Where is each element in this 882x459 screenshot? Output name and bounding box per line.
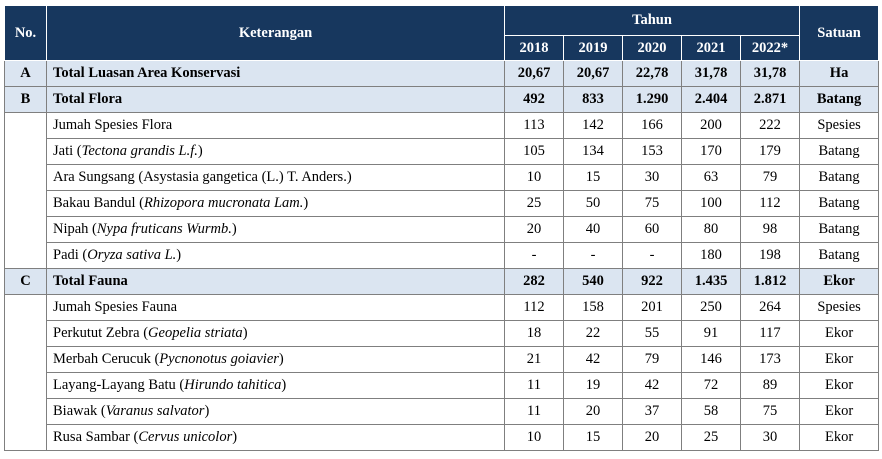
row-label: Jumah Spesies Flora [47, 113, 505, 139]
row-value: 200 [682, 113, 741, 139]
row-value: 198 [741, 243, 800, 269]
row-value: 20,67 [564, 61, 623, 87]
header-satuan: Satuan [800, 6, 879, 61]
row-unit: Batang [800, 217, 879, 243]
row-value: 79 [623, 347, 682, 373]
row-label: Merbah Cerucuk (Pycnonotus goiavier) [47, 347, 505, 373]
row-value: 105 [505, 139, 564, 165]
row-value: 15 [564, 165, 623, 191]
row-value: 21 [505, 347, 564, 373]
row-value: 222 [741, 113, 800, 139]
header-year: 2019 [564, 36, 623, 61]
row-value: 98 [741, 217, 800, 243]
table-row [5, 217, 879, 243]
table-row [5, 243, 879, 269]
row-value: 72 [682, 373, 741, 399]
row-value: 20,67 [505, 61, 564, 87]
row-unit: Ekor [800, 425, 879, 451]
row-value: 25 [682, 425, 741, 451]
row-value: 30 [623, 165, 682, 191]
table-row [5, 139, 879, 165]
row-label: Jumah Spesies Fauna [47, 295, 505, 321]
row-label: Rusa Sambar (Cervus unicolor) [47, 425, 505, 451]
row-value: 42 [623, 373, 682, 399]
row-value: 173 [741, 347, 800, 373]
row-unit: Batang [800, 165, 879, 191]
row-value: 50 [564, 191, 623, 217]
header-keterangan: Keterangan [47, 6, 505, 61]
row-value: 113 [505, 113, 564, 139]
row-no: B [5, 87, 47, 113]
row-value: 1.435 [682, 269, 741, 295]
row-value: 117 [741, 321, 800, 347]
row-value: 31,78 [741, 61, 800, 87]
row-value: 89 [741, 373, 800, 399]
row-value: 134 [564, 139, 623, 165]
row-value: 22,78 [623, 61, 682, 87]
row-value: 55 [623, 321, 682, 347]
row-value: 37 [623, 399, 682, 425]
row-value: 30 [741, 425, 800, 451]
row-value: 15 [564, 425, 623, 451]
row-unit: Batang [800, 139, 879, 165]
table-row [5, 399, 879, 425]
row-value: - [623, 243, 682, 269]
table-row [5, 321, 879, 347]
row-unit: Ha [800, 61, 879, 87]
blank-no-cell [5, 295, 47, 451]
row-value: 63 [682, 165, 741, 191]
row-value: 42 [564, 347, 623, 373]
row-unit: Spesies [800, 113, 879, 139]
row-value: 1.812 [741, 269, 800, 295]
table-row [5, 113, 879, 139]
row-value: 180 [682, 243, 741, 269]
row-value: 75 [623, 191, 682, 217]
row-value: 11 [505, 373, 564, 399]
table-row [5, 373, 879, 399]
row-label: Total Flora [47, 87, 505, 113]
row-value: 282 [505, 269, 564, 295]
row-value: 201 [623, 295, 682, 321]
row-value: 91 [682, 321, 741, 347]
row-value: 250 [682, 295, 741, 321]
row-value: 60 [623, 217, 682, 243]
row-value: 58 [682, 399, 741, 425]
row-value: 19 [564, 373, 623, 399]
row-value: - [505, 243, 564, 269]
header-year: 2021 [682, 36, 741, 61]
row-value: 11 [505, 399, 564, 425]
row-value: 112 [505, 295, 564, 321]
header-year: 2018 [505, 36, 564, 61]
section-row-c [5, 269, 879, 295]
header-year: 2020 [623, 36, 682, 61]
row-value: 492 [505, 87, 564, 113]
row-unit: Ekor [800, 399, 879, 425]
row-value: 25 [505, 191, 564, 217]
row-no: C [5, 269, 47, 295]
row-unit: Spesies [800, 295, 879, 321]
row-value: 100 [682, 191, 741, 217]
row-label: Biawak (Varanus salvator) [47, 399, 505, 425]
row-label: Bakau Bandul (Rhizopora mucronata Lam.) [47, 191, 505, 217]
row-value: 166 [623, 113, 682, 139]
row-unit: Batang [800, 243, 879, 269]
row-value: 22 [564, 321, 623, 347]
blank-no-cell [5, 113, 47, 269]
table-row [5, 347, 879, 373]
row-value: 20 [623, 425, 682, 451]
row-label: Total Fauna [47, 269, 505, 295]
row-value: 20 [564, 399, 623, 425]
row-value: 146 [682, 347, 741, 373]
row-value: 2.404 [682, 87, 741, 113]
row-value: 179 [741, 139, 800, 165]
row-value: 1.290 [623, 87, 682, 113]
row-value: 153 [623, 139, 682, 165]
table-row [5, 191, 879, 217]
header-year: 2022* [741, 36, 800, 61]
row-value: 80 [682, 217, 741, 243]
row-value: 142 [564, 113, 623, 139]
row-no: A [5, 61, 47, 87]
header-tahun: Tahun [505, 6, 800, 36]
row-label: Padi (Oryza sativa L.) [47, 243, 505, 269]
row-value: 2.871 [741, 87, 800, 113]
row-label: Perkutut Zebra (Geopelia striata) [47, 321, 505, 347]
row-label: Nipah (Nypa fruticans Wurmb.) [47, 217, 505, 243]
row-value: 79 [741, 165, 800, 191]
row-unit: Ekor [800, 373, 879, 399]
row-value: 170 [682, 139, 741, 165]
row-label: Ara Sungsang (Asystasia gangetica (L.) T. Anders.) [47, 165, 505, 191]
row-value: - [564, 243, 623, 269]
section-row-a [5, 61, 879, 87]
section-row-b [5, 87, 879, 113]
row-label: Jati (Tectona grandis L.f.) [47, 139, 505, 165]
row-value: 75 [741, 399, 800, 425]
row-value: 18 [505, 321, 564, 347]
row-value: 10 [505, 425, 564, 451]
row-value: 20 [505, 217, 564, 243]
row-value: 264 [741, 295, 800, 321]
row-unit: Ekor [800, 321, 879, 347]
row-unit: Ekor [800, 269, 879, 295]
table-row [5, 165, 879, 191]
row-value: 40 [564, 217, 623, 243]
row-label: Layang-Layang Batu (Hirundo tahitica) [47, 373, 505, 399]
row-unit: Batang [800, 191, 879, 217]
row-label: Total Luasan Area Konservasi [47, 61, 505, 87]
row-value: 833 [564, 87, 623, 113]
data-table [4, 5, 879, 451]
row-value: 922 [623, 269, 682, 295]
row-value: 540 [564, 269, 623, 295]
row-value: 10 [505, 165, 564, 191]
row-value: 31,78 [682, 61, 741, 87]
table-row [5, 425, 879, 451]
row-value: 112 [741, 191, 800, 217]
header-no: No. [5, 6, 47, 61]
row-unit: Ekor [800, 347, 879, 373]
table-row [5, 295, 879, 321]
row-unit: Batang [800, 87, 879, 113]
row-value: 158 [564, 295, 623, 321]
